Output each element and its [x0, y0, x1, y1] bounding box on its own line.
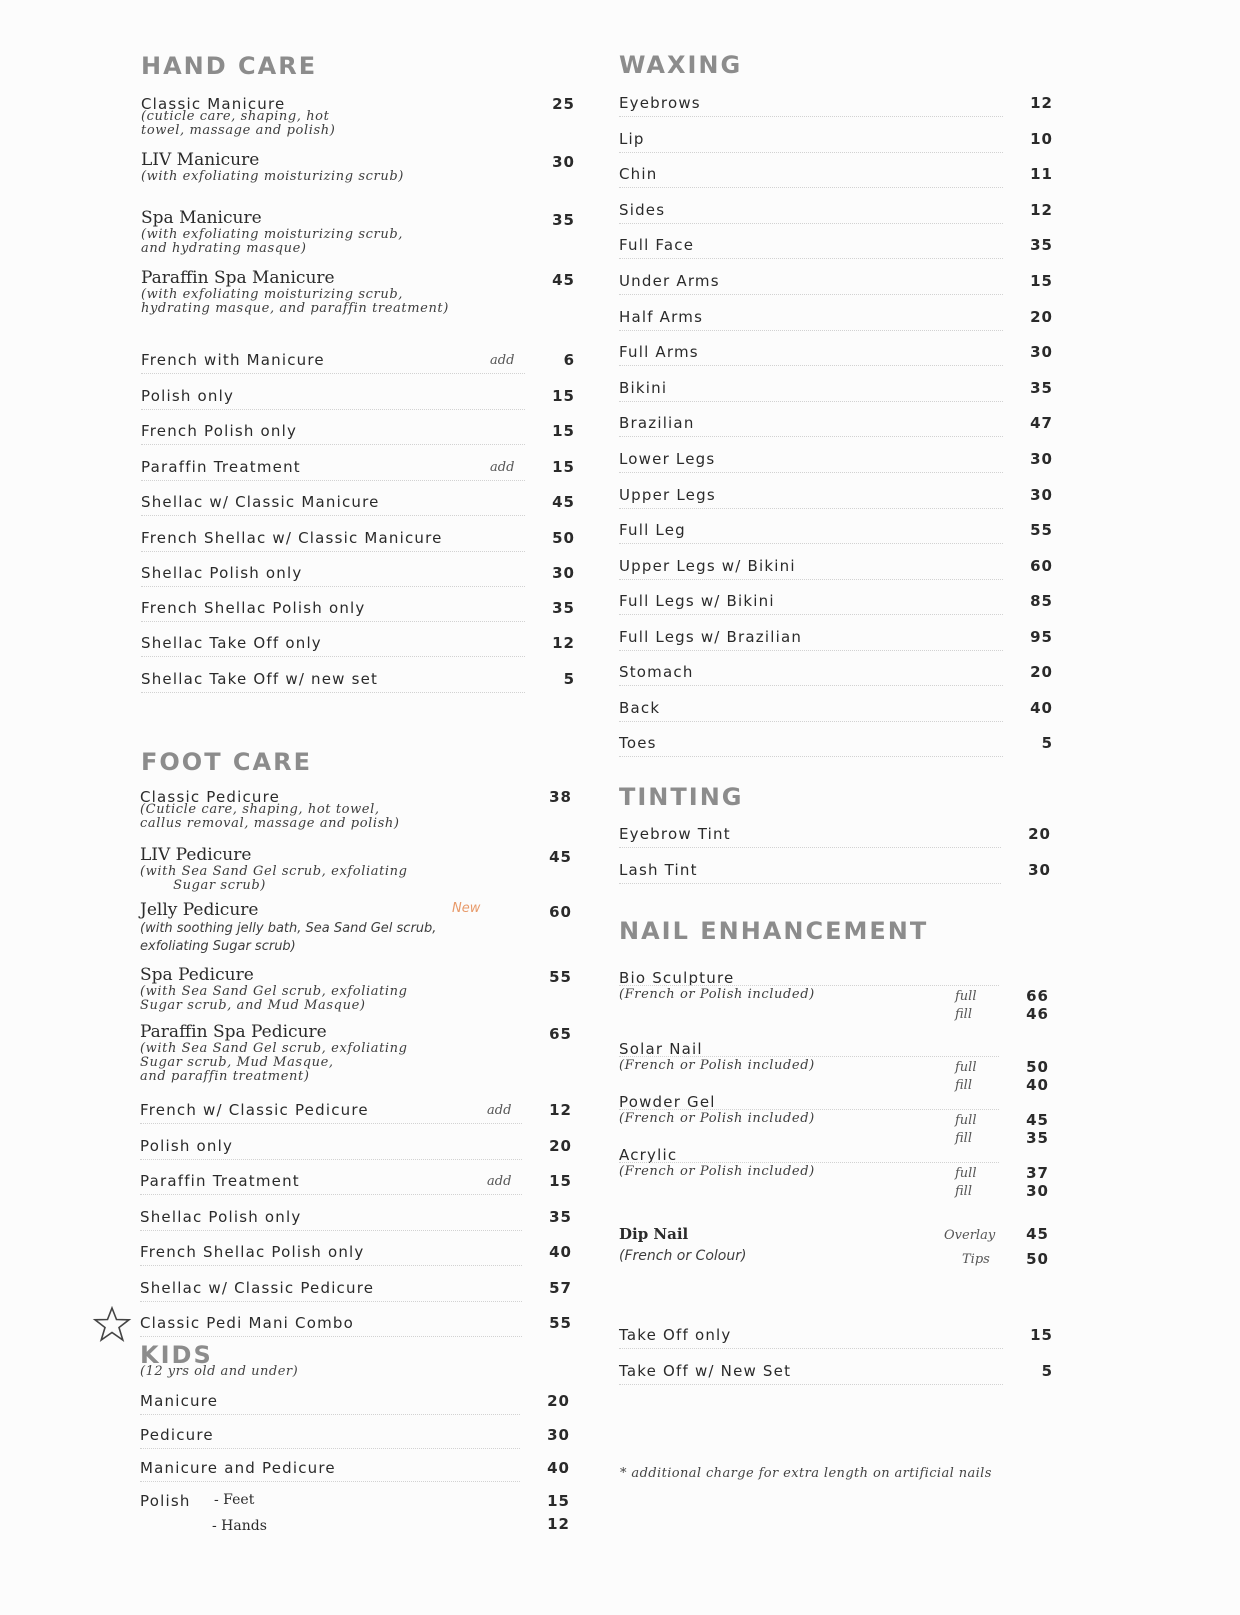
dip-overlay-label: Overlay	[944, 1228, 996, 1243]
kids-item-leader	[140, 1448, 520, 1449]
foot-care-item-leader	[140, 1159, 522, 1160]
hand-care-row	[141, 351, 575, 371]
hand-care-item-price: 35	[552, 211, 575, 229]
tinting-item-leader	[619, 883, 1001, 884]
waxing-item-leader	[619, 756, 1003, 757]
foot-care-item-name: Jelly Pedicure	[140, 900, 259, 920]
foot-care-item-name: Classic Pedi Mani Combo	[140, 1314, 354, 1332]
hand-care-item-price: 12	[552, 634, 575, 652]
nail-full-price: 37	[1026, 1164, 1049, 1182]
kids-item-name: Manicure	[140, 1392, 219, 1410]
foot-care-item-price: 12	[549, 1101, 572, 1119]
waxing-row	[619, 343, 1053, 363]
foot-care-item-name: Polish only	[140, 1137, 234, 1155]
foot-care-heading: FOOT CARE	[141, 748, 312, 776]
hand-care-row	[141, 387, 575, 407]
kids-polish-feet-label: - Feet	[214, 1492, 255, 1508]
hand-care-item-name: Spa Manicure	[141, 208, 262, 228]
foot-care-item-price: 40	[549, 1243, 572, 1261]
hand-care-item-name: Shellac w/ Classic Manicure	[141, 493, 380, 511]
waxing-item-name: Back	[619, 699, 661, 717]
foot-care-item-tag: add	[487, 1103, 512, 1118]
waxing-row	[619, 557, 1053, 577]
foot-care-item-name: LIV Pedicure	[140, 845, 252, 865]
foot-care-item-desc: (Cuticle care, shaping, hot towel, callus removal, massage and polish)	[140, 802, 400, 831]
waxing-item-leader	[619, 579, 1003, 580]
waxing-item-leader	[619, 614, 1003, 615]
hand-care-row	[141, 599, 575, 619]
nail-extra-item-price: 5	[1041, 1362, 1053, 1380]
waxing-row	[619, 165, 1053, 185]
nail-extra-row	[619, 1362, 1053, 1382]
waxing-item-name: Full Face	[619, 236, 695, 254]
nail-extra-item-name: Take Off only	[619, 1326, 732, 1344]
waxing-item-name: Lower Legs	[619, 450, 716, 468]
tinting-row	[619, 825, 1051, 845]
hand-care-item-price: 50	[552, 529, 575, 547]
kids-item-leader	[140, 1481, 520, 1482]
nail-item-name: Solar Nail	[619, 1040, 703, 1058]
hand-care-item-tag: add	[490, 460, 515, 475]
foot-care-item-price: 15	[549, 1172, 572, 1190]
hand-care-item-price: 25	[552, 95, 575, 113]
waxing-row	[619, 414, 1053, 434]
hand-care-row	[141, 634, 575, 654]
hand-care-row	[141, 670, 575, 690]
hand-care-item-name: Classic Manicure	[141, 95, 286, 113]
foot-care-row	[140, 1243, 572, 1263]
hand-care-item-desc: (with exfoliating moisturizing scrub)	[141, 169, 404, 184]
nail-fill-label: fill	[955, 1184, 972, 1199]
nail-full-label: full	[955, 1166, 977, 1181]
foot-care-item-leader	[140, 1230, 522, 1231]
kids-item-price: 30	[547, 1426, 570, 1444]
hand-care-item-name: French Shellac Polish only	[141, 599, 366, 617]
hand-care-item-name: Shellac Take Off only	[141, 634, 322, 652]
star-icon	[92, 1306, 132, 1342]
nail-full-price: 50	[1026, 1058, 1049, 1076]
waxing-item-leader	[619, 472, 1003, 473]
waxing-item-name: Sides	[619, 201, 666, 219]
waxing-row	[619, 450, 1053, 470]
foot-care-item-name: Spa Pedicure	[140, 965, 254, 985]
foot-care-item-price: 55	[549, 1314, 572, 1332]
kids-row	[140, 1392, 570, 1412]
nail-full-label: full	[955, 1113, 977, 1128]
waxing-item-price: 12	[1030, 94, 1053, 112]
foot-care-item-price: 38	[549, 788, 572, 806]
nail-item-leader	[619, 1109, 999, 1110]
hand-care-item-leader	[141, 480, 525, 481]
waxing-item-name: Full Arms	[619, 343, 699, 361]
hand-care-item-price: 35	[552, 599, 575, 617]
nail-enhancement-row	[619, 1040, 1059, 1094]
hand-care-item-name: Shellac Take Off w/ new set	[141, 670, 379, 688]
hand-care-row	[141, 95, 575, 138]
hand-care-item-price: 6	[563, 351, 575, 369]
waxing-item-price: 12	[1030, 201, 1053, 219]
waxing-item-leader	[619, 223, 1003, 224]
foot-care-item-name: Classic Pedicure	[140, 788, 281, 806]
kids-polish-hands-label: - Hands	[212, 1518, 267, 1534]
waxing-item-price: 10	[1030, 130, 1053, 148]
kids-polish-feet-price: 15	[547, 1492, 570, 1510]
foot-care-item-leader	[140, 1265, 522, 1266]
hand-care-item-name: Paraffin Spa Manicure	[141, 268, 335, 288]
foot-care-item-price: 55	[549, 968, 572, 986]
waxing-item-price: 85	[1030, 592, 1053, 610]
foot-care-item-price: 35	[549, 1208, 572, 1226]
foot-care-row	[140, 1208, 572, 1228]
kids-item-price: 40	[547, 1459, 570, 1477]
foot-care-item-price: 45	[549, 848, 572, 866]
waxing-item-name: Lip	[619, 130, 645, 148]
nail-extra-item-leader	[619, 1348, 1003, 1349]
foot-care-item-name: French w/ Classic Pedicure	[140, 1101, 369, 1119]
waxing-item-name: Upper Legs	[619, 486, 716, 504]
nail-item-name: Acrylic	[619, 1146, 678, 1164]
waxing-item-name: Under Arms	[619, 272, 720, 290]
hand-care-item-desc: (with exfoliating moisturizing scrub, and hydrating masque)	[141, 227, 404, 256]
dip-nail-row	[619, 1225, 1059, 1273]
hand-care-item-name: LIV Manicure	[141, 150, 260, 170]
foot-care-row	[140, 900, 572, 954]
foot-care-item-desc: (with soothing jelly bath, Sea Sand Gel scrub, exfoliating Sugar scrub)	[140, 921, 437, 954]
dip-tips-price: 50	[1026, 1250, 1049, 1268]
nail-enhancement-heading: NAIL ENHANCEMENT	[619, 917, 929, 945]
waxing-row	[619, 628, 1053, 648]
waxing-item-name: Full Leg	[619, 521, 686, 539]
waxing-row	[619, 130, 1053, 150]
kids-item-name: Pedicure	[140, 1426, 214, 1444]
nail-fill-label: fill	[955, 1007, 972, 1022]
nail-item-desc: (French or Polish included)	[619, 1111, 815, 1126]
nail-item-leader	[619, 1162, 999, 1163]
waxing-item-price: 30	[1030, 486, 1053, 504]
hand-care-item-desc: (with exfoliating moisturizing scrub, hydrating masque, and paraffin treatment)	[141, 287, 449, 316]
tinting-heading: TINTING	[619, 783, 744, 811]
nail-extra-item-name: Take Off w/ New Set	[619, 1362, 792, 1380]
hand-care-item-leader	[141, 656, 525, 657]
waxing-row	[619, 663, 1053, 683]
waxing-row	[619, 699, 1053, 719]
waxing-item-name: Eyebrows	[619, 94, 701, 112]
waxing-item-leader	[619, 685, 1003, 686]
nail-fill-price: 46	[1026, 1005, 1049, 1023]
nail-item-name: Bio Sculpture	[619, 969, 735, 987]
waxing-item-leader	[619, 116, 1003, 117]
waxing-item-leader	[619, 330, 1003, 331]
waxing-item-price: 47	[1030, 414, 1053, 432]
foot-care-item-name: Shellac w/ Classic Pedicure	[140, 1279, 375, 1297]
hand-care-item-tag: add	[490, 353, 515, 368]
hand-care-item-name: Polish only	[141, 387, 235, 405]
foot-care-item-name: French Shellac Polish only	[140, 1243, 365, 1261]
dip-overlay-price: 45	[1026, 1225, 1049, 1243]
nail-item-desc: (French or Polish included)	[619, 1164, 815, 1179]
nail-enhancement-row	[619, 1093, 1059, 1147]
waxing-item-price: 30	[1030, 450, 1053, 468]
waxing-row	[619, 94, 1053, 114]
footnote: * additional charge for extra length on artificial nails	[620, 1466, 992, 1481]
waxing-item-price: 95	[1030, 628, 1053, 646]
waxing-item-name: Stomach	[619, 663, 694, 681]
hand-care-item-price: 15	[552, 458, 575, 476]
hand-care-item-price: 15	[552, 422, 575, 440]
tinting-item-price: 20	[1028, 825, 1051, 843]
kids-polish-row	[140, 1492, 570, 1532]
hand-care-item-desc: (cuticle care, shaping, hot towel, massage and polish)	[141, 109, 336, 138]
nail-full-price: 45	[1026, 1111, 1049, 1129]
nail-extra-item-price: 15	[1030, 1326, 1053, 1344]
tinting-item-price: 30	[1028, 861, 1051, 879]
waxing-item-name: Brazilian	[619, 414, 695, 432]
waxing-row	[619, 379, 1053, 399]
hand-care-item-leader	[141, 586, 525, 587]
waxing-row	[619, 734, 1053, 754]
foot-care-item-name: Shellac Polish only	[140, 1208, 302, 1226]
hand-care-row	[141, 493, 575, 513]
nail-item-leader	[619, 985, 999, 986]
hand-care-item-name: French Shellac w/ Classic Manicure	[141, 529, 443, 547]
dip-nail-name: Dip Nail	[619, 1225, 689, 1243]
nail-fill-price: 30	[1026, 1182, 1049, 1200]
hand-care-item-price: 30	[552, 564, 575, 582]
waxing-item-leader	[619, 508, 1003, 509]
hand-care-item-leader	[141, 444, 525, 445]
hand-care-item-name: Shellac Polish only	[141, 564, 303, 582]
foot-care-item-name: Paraffin Spa Pedicure	[140, 1022, 327, 1042]
foot-care-item-desc: (with Sea Sand Gel scrub, exfoliating Sugar scrub, Mud Masque, and paraffin treatment)	[140, 1041, 408, 1084]
waxing-item-price: 20	[1030, 308, 1053, 326]
waxing-item-price: 55	[1030, 521, 1053, 539]
nail-fill-label: fill	[955, 1078, 972, 1093]
nail-enhancement-row	[619, 1146, 1059, 1200]
foot-care-item-price: 57	[549, 1279, 572, 1297]
foot-care-row	[140, 1314, 572, 1334]
nail-full-label: full	[955, 989, 977, 1004]
waxing-item-name: Bikini	[619, 379, 668, 397]
waxing-row	[619, 272, 1053, 292]
waxing-item-price: 20	[1030, 663, 1053, 681]
waxing-row	[619, 521, 1053, 541]
waxing-item-leader	[619, 543, 1003, 544]
foot-care-item-price: 65	[549, 1025, 572, 1043]
hand-care-item-leader	[141, 551, 525, 552]
waxing-item-leader	[619, 258, 1003, 259]
kids-polish-hands-price: 12	[547, 1515, 570, 1533]
nail-fill-price: 35	[1026, 1129, 1049, 1147]
waxing-item-price: 35	[1030, 236, 1053, 254]
hand-care-item-name: French Polish only	[141, 422, 298, 440]
waxing-item-leader	[619, 436, 1003, 437]
hand-care-row	[141, 458, 575, 478]
waxing-item-price: 35	[1030, 379, 1053, 397]
waxing-row	[619, 308, 1053, 328]
nail-extra-item-leader	[619, 1384, 1003, 1385]
hand-care-item-name: French with Manicure	[141, 351, 325, 369]
hand-care-item-leader	[141, 373, 525, 374]
tinting-row	[619, 861, 1051, 881]
waxing-item-name: Full Legs w/ Bikini	[619, 592, 775, 610]
waxing-item-leader	[619, 294, 1003, 295]
nail-fill-label: fill	[955, 1131, 972, 1146]
foot-care-item-leader	[140, 1336, 522, 1337]
hand-care-item-price: 45	[552, 493, 575, 511]
foot-care-row	[140, 1022, 572, 1084]
hand-care-item-name: Paraffin Treatment	[141, 458, 301, 476]
hand-care-row	[141, 422, 575, 442]
hand-care-item-leader	[141, 409, 525, 410]
kids-subtitle: (12 yrs old and under)	[140, 1364, 299, 1379]
waxing-item-price: 15	[1030, 272, 1053, 290]
waxing-item-price: 40	[1030, 699, 1053, 717]
nail-item-desc: (French or Polish included)	[619, 987, 815, 1002]
foot-care-item-tag: New	[452, 901, 481, 916]
waxing-row	[619, 486, 1053, 506]
waxing-item-name: Chin	[619, 165, 658, 183]
waxing-item-name: Half Arms	[619, 308, 704, 326]
kids-row	[140, 1426, 570, 1446]
waxing-item-price: 60	[1030, 557, 1053, 575]
waxing-item-name: Toes	[619, 734, 657, 752]
foot-care-row	[140, 1137, 572, 1157]
nail-item-leader	[619, 1056, 999, 1057]
waxing-item-leader	[619, 152, 1003, 153]
waxing-item-name: Full Legs w/ Brazilian	[619, 628, 803, 646]
waxing-item-leader	[619, 401, 1003, 402]
nail-fill-price: 40	[1026, 1076, 1049, 1094]
hand-care-row	[141, 268, 575, 316]
foot-care-item-desc: (with Sea Sand Gel scrub, exfoliating Sugar scrub, and Mud Masque)	[140, 984, 408, 1013]
nail-enhancement-row	[619, 969, 1059, 1023]
waxing-item-leader	[619, 721, 1003, 722]
foot-care-item-desc: (with Sea Sand Gel scrub, exfoliating Sugar scrub)	[140, 864, 408, 893]
foot-care-item-price: 60	[549, 903, 572, 921]
foot-care-row	[140, 965, 572, 1013]
kids-item-leader	[140, 1414, 520, 1415]
hand-care-item-leader	[141, 515, 525, 516]
kids-heading: KIDS	[140, 1341, 213, 1369]
waxing-item-price: 30	[1030, 343, 1053, 361]
foot-care-row	[140, 1279, 572, 1299]
hand-care-row	[141, 564, 575, 584]
waxing-item-leader	[619, 365, 1003, 366]
waxing-heading: WAXING	[619, 51, 743, 79]
foot-care-item-name: Paraffin Treatment	[140, 1172, 300, 1190]
nail-full-price: 66	[1026, 987, 1049, 1005]
dip-nail-desc: (French or Colour)	[619, 1248, 747, 1264]
nail-extra-row	[619, 1326, 1053, 1346]
hand-care-item-price: 15	[552, 387, 575, 405]
waxing-row	[619, 592, 1053, 612]
hand-care-item-price: 45	[552, 271, 575, 289]
tinting-item-name: Eyebrow Tint	[619, 825, 731, 843]
nail-item-name: Powder Gel	[619, 1093, 716, 1111]
foot-care-row	[140, 845, 572, 893]
waxing-row	[619, 236, 1053, 256]
waxing-row	[619, 201, 1053, 221]
hand-care-item-leader	[141, 621, 525, 622]
foot-care-row	[140, 1172, 572, 1192]
dip-tips-label: Tips	[962, 1252, 990, 1267]
foot-care-item-leader	[140, 1194, 522, 1195]
hand-care-item-price: 5	[563, 670, 575, 688]
foot-care-row	[140, 788, 572, 831]
waxing-item-price: 11	[1030, 165, 1053, 183]
kids-polish-name: Polish	[140, 1492, 191, 1510]
waxing-item-price: 5	[1041, 734, 1053, 752]
foot-care-item-leader	[140, 1123, 522, 1124]
foot-care-item-price: 20	[549, 1137, 572, 1155]
kids-item-price: 20	[547, 1392, 570, 1410]
nail-full-label: full	[955, 1060, 977, 1075]
hand-care-row	[141, 529, 575, 549]
foot-care-item-tag: add	[487, 1174, 512, 1189]
hand-care-item-leader	[141, 692, 525, 693]
waxing-item-name: Upper Legs w/ Bikini	[619, 557, 796, 575]
foot-care-row	[140, 1101, 572, 1121]
waxing-item-leader	[619, 187, 1003, 188]
waxing-item-leader	[619, 650, 1003, 651]
kids-item-name: Manicure and Pedicure	[140, 1459, 336, 1477]
nail-item-desc: (French or Polish included)	[619, 1058, 815, 1073]
foot-care-item-leader	[140, 1301, 522, 1302]
hand-care-heading: HAND CARE	[141, 52, 318, 80]
tinting-item-leader	[619, 847, 1001, 848]
kids-row	[140, 1459, 570, 1479]
hand-care-row	[141, 150, 575, 184]
hand-care-item-price: 30	[552, 153, 575, 171]
hand-care-row	[141, 208, 575, 256]
tinting-item-name: Lash Tint	[619, 861, 698, 879]
